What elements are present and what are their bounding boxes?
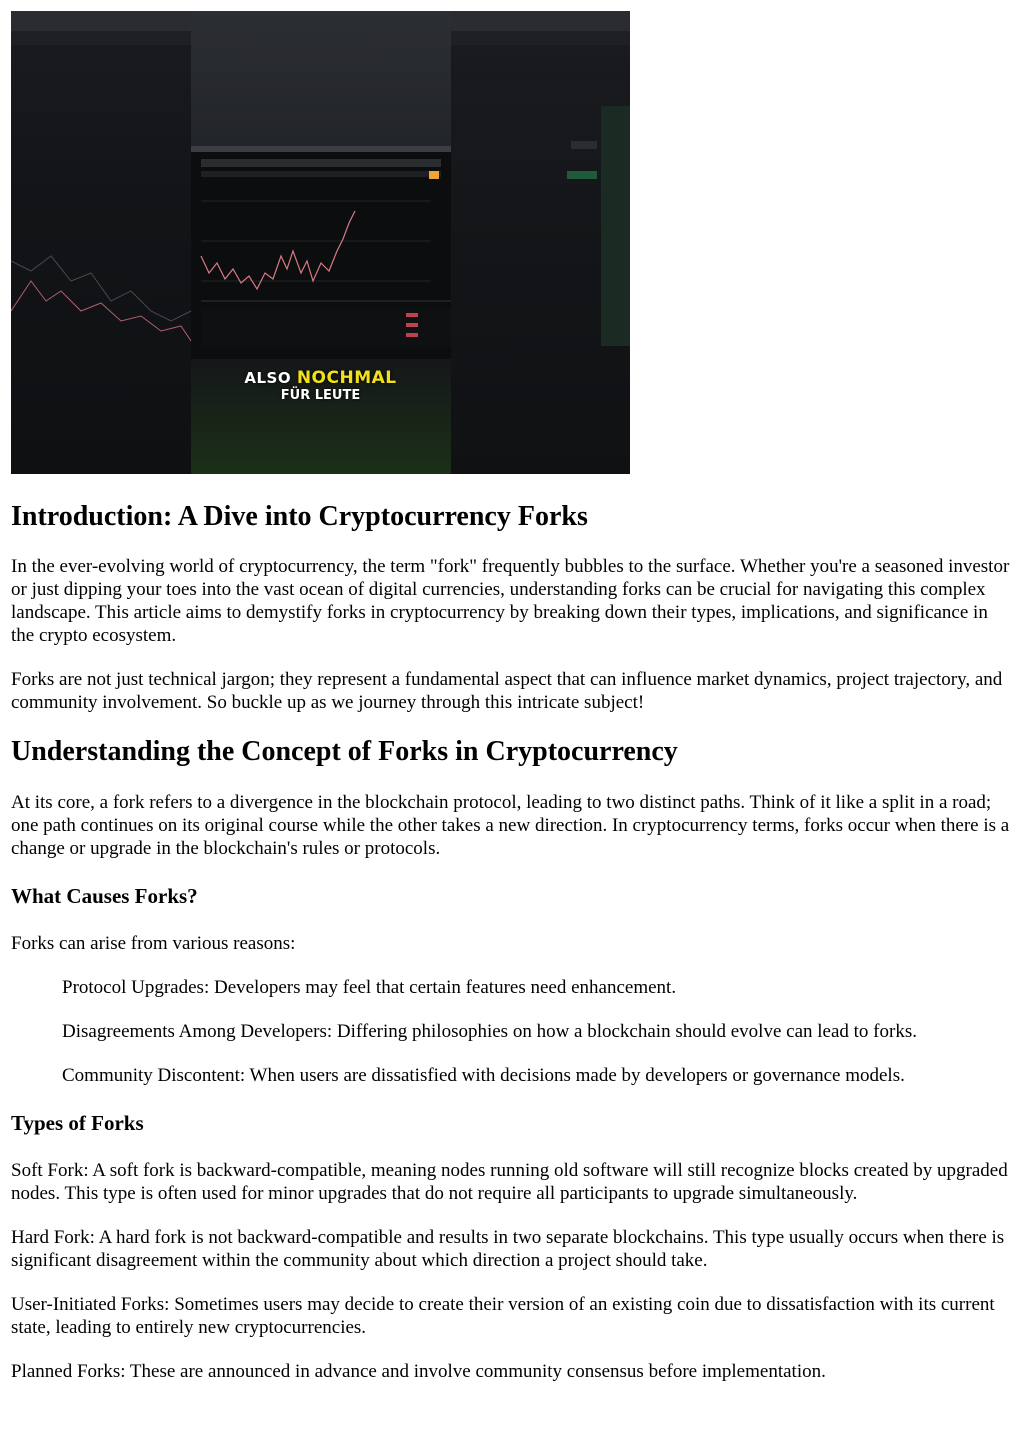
concept-paragraph: At its core, a fork refers to a divergence in the blockchain protocol, leading to two distinct paths. Think of it like a split in a road; one path continues on its original course while the other takes a new direction. In cryptocurrency terms, forks occur when there is a change or upgrade in the blockchain's rules or protocols. bbox=[11, 792, 1010, 859]
type-item-user-initiated: User-Initiated Forks: Sometimes users may decide to create their version of an existing coin due to dissatisfaction with its current state, leading to entirely new cryptocurrencies. bbox=[11, 1294, 995, 1338]
caption-word-also: ALSO bbox=[244, 369, 292, 387]
intro-heading: Introduction: A Dive into Cryptocurrency Forks bbox=[11, 501, 588, 532]
cause-item: Disagreements Among Developers: Differing philosophies on how a blockchain should evolve can lead to forks. bbox=[62, 1021, 917, 1042]
causes-intro: Forks can arise from various reasons: bbox=[11, 933, 296, 954]
causes-heading: What Causes Forks? bbox=[11, 884, 198, 908]
video-caption bbox=[11, 11, 630, 474]
intro-paragraph-2: Forks are not just technical jargon; they represent a fundamental aspect that can influence market dynamics, project trajectory, and community involvement. So buckle up as we journey through this intricate subject! bbox=[11, 669, 1003, 713]
type-item-soft-fork: Soft Fork: A soft fork is backward-compatible, meaning nodes running old software will still recognize blocks created by upgraded nodes. This type is often used for minor upgrades that do not require all participants to upgrade simultaneously. bbox=[11, 1160, 1008, 1204]
type-item-planned: Planned Forks: These are announced in advance and involve community consensus before implementation. bbox=[11, 1361, 826, 1382]
caption-line-2: FÜR LEUTE bbox=[280, 388, 361, 403]
caption-word-nochmal: NOCHMAL bbox=[296, 368, 397, 388]
type-item-hard-fork: Hard Fork: A hard fork is not backward-compatible and results in two separate blockchains. This type usually occurs when there is significant disagreement within the community about which direction a project should take. bbox=[11, 1227, 1005, 1271]
hero-video-frame[interactable] bbox=[11, 11, 630, 474]
types-heading: Types of Forks bbox=[11, 1111, 144, 1135]
cause-item: Protocol Upgrades: Developers may feel that certain features need enhancement. bbox=[62, 977, 677, 998]
intro-paragraph-1: In the ever-evolving world of cryptocurrency, the term "fork" frequently bubbles to the surface. Whether you're a seasoned investor or just dipping your toes into the vast ocean of digital currencies, understanding forks can be crucial for navigating this complex landscape. This article aims to demystify forks in cryptocurrency by breaking down their types, implications, and significance in the crypto ecosystem. bbox=[11, 556, 1010, 646]
cause-item: Community Discontent: When users are dissatisfied with decisions made by developers or governance models. bbox=[62, 1065, 905, 1086]
article bbox=[11, 11, 1015, 1383]
concept-heading: Understanding the Concept of Forks in Cryptocurrency bbox=[11, 736, 678, 767]
